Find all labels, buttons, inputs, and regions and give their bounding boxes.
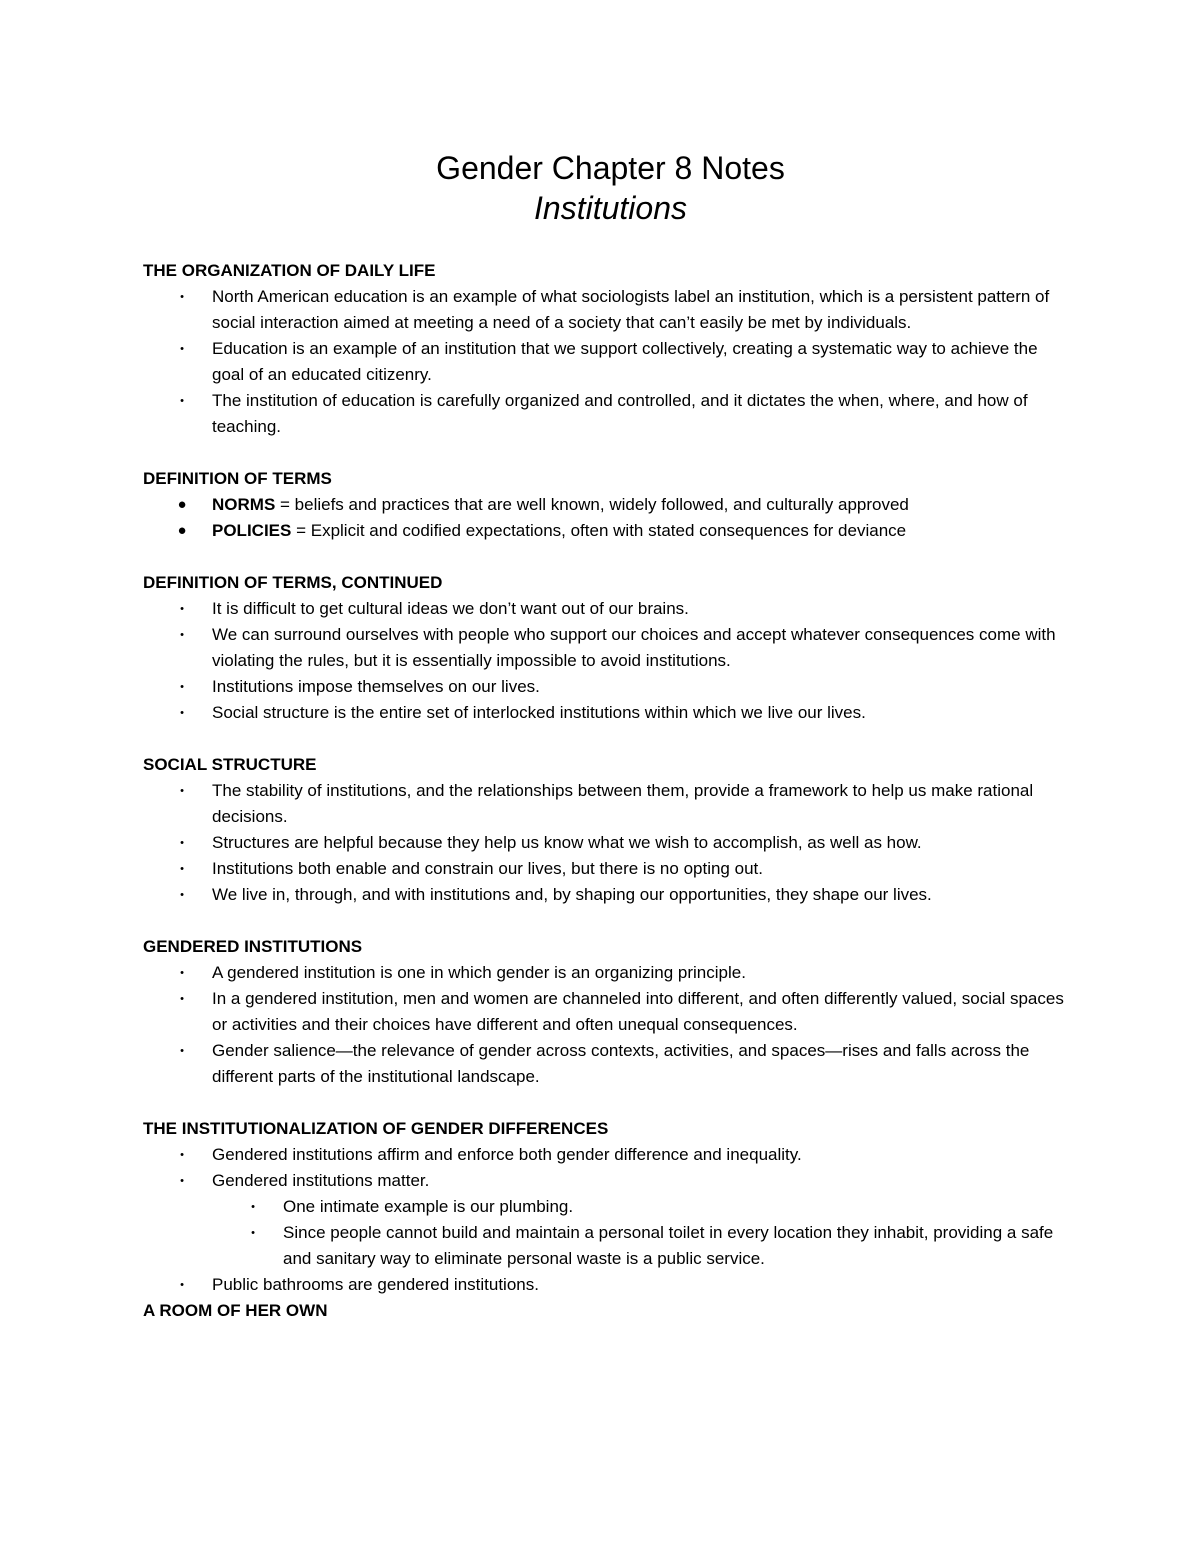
list-item: [143, 622, 1073, 674]
bullet-icon: •: [180, 889, 184, 901]
bullet-icon: •: [251, 1201, 255, 1213]
list-item: [143, 1272, 1073, 1298]
term-label: POLICIES: [212, 521, 292, 540]
bullet-icon: •: [180, 681, 184, 693]
list-item-text: Social structure is the entire set of interlocked institutions within which we live our lives.: [212, 703, 866, 722]
list-item: [143, 986, 1073, 1038]
bullet-icon: •: [180, 1045, 184, 1057]
bullet-icon: •: [180, 395, 184, 407]
list-item: [143, 518, 1073, 544]
bullet-list: [143, 778, 1073, 908]
bullet-icon: ●: [177, 522, 187, 539]
bullet-icon: •: [180, 785, 184, 797]
list-item-text: Education is an example of an institution that we support collectively, creating a systematic way to achieve the goal of an educated citizenry.: [212, 339, 1038, 384]
bullet-icon: •: [180, 343, 184, 355]
term-label: NORMS: [212, 495, 276, 514]
section-definition-of-terms-continued: [143, 570, 1073, 726]
list-item: [143, 674, 1073, 700]
list-item-text: Gendered institutions matter.: [212, 1171, 430, 1190]
bullet-list: [143, 960, 1073, 1090]
bullet-icon: •: [251, 1227, 255, 1239]
list-item-text: It is difficult to get cultural ideas we don’t want out of our brains.: [212, 599, 689, 618]
sub-list-item: [143, 1220, 1073, 1272]
document-page: [143, 148, 1073, 1350]
section-heading: GENDERED INSTITUTIONS: [143, 937, 363, 956]
bullet-icon: •: [180, 629, 184, 641]
list-item-text: Gender salience—the relevance of gender across contexts, activities, and spaces—rises and falls across the different parts of the institutional landscape.: [212, 1041, 1030, 1086]
bullet-icon: •: [180, 1149, 184, 1161]
list-item: [143, 1142, 1073, 1168]
list-item: [143, 778, 1073, 830]
bullet-list: [143, 596, 1073, 726]
list-item: [143, 830, 1073, 856]
list-item: [143, 960, 1073, 986]
list-item: [143, 336, 1073, 388]
list-item-text: Gendered institutions affirm and enforce both gender difference and inequality.: [212, 1145, 802, 1164]
section-definition-of-terms: [143, 466, 1073, 544]
bullet-list: [143, 1142, 1073, 1298]
section-heading: THE ORGANIZATION OF DAILY LIFE: [143, 261, 436, 280]
list-item-text: North American education is an example of what sociologists label an institution, which is a persistent pattern of social interaction aimed at meeting a need of a society that can’t easily be met by individuals.: [212, 287, 1050, 332]
list-item-text: The institution of education is carefully organized and controlled, and it dictates the when, where, and how of teaching.: [212, 391, 1028, 436]
list-item: [143, 1168, 1073, 1194]
section-gendered-institutions: [143, 934, 1073, 1090]
bullet-list: [143, 492, 1073, 544]
list-item-text: One intimate example is our plumbing.: [283, 1197, 574, 1216]
list-item: [143, 1038, 1073, 1090]
bullet-icon: •: [180, 603, 184, 615]
section-heading: A ROOM OF HER OWN: [143, 1301, 328, 1320]
list-item-text: In a gendered institution, men and women are channeled into different, and often differently valued, social spaces or activities and their choices have different and often unequal consequences.: [212, 989, 1064, 1034]
list-item-text: We can surround ourselves with people who support our choices and accept whatever consequences come with violating the rules, but it is essentially impossible to avoid institutions.: [212, 625, 1056, 670]
list-item-text: Institutions both enable and constrain our lives, but there is no opting out.: [212, 859, 763, 878]
section-organization-of-daily-life: [143, 258, 1073, 440]
bullet-icon: •: [180, 967, 184, 979]
section-room-of-her-own: [143, 1298, 1073, 1324]
section-social-structure: [143, 752, 1073, 908]
bullet-icon: •: [180, 837, 184, 849]
list-item-text: The stability of institutions, and the relationships between them, provide a framework to help us make rational decisions.: [212, 781, 1034, 826]
list-item-text: Structures are helpful because they help us know what we wish to accomplish, as well as how.: [212, 833, 922, 852]
document-title: Gender Chapter 8 Notes: [436, 150, 785, 186]
bullet-icon: •: [180, 993, 184, 1005]
list-item: [143, 856, 1073, 882]
bullet-icon: •: [180, 291, 184, 303]
list-item: [143, 284, 1073, 336]
bullet-icon: •: [180, 1279, 184, 1291]
term-definition: = beliefs and practices that are well known, widely followed, and culturally approved: [275, 495, 909, 514]
section-heading: DEFINITION OF TERMS, CONTINUED: [143, 573, 443, 592]
document-subtitle: Institutions: [534, 190, 687, 226]
bullet-icon: •: [180, 863, 184, 875]
list-item-text: A gendered institution is one in which gender is an organizing principle.: [212, 963, 746, 982]
section-heading: SOCIAL STRUCTURE: [143, 755, 317, 774]
list-item: [143, 882, 1073, 908]
list-item: [143, 596, 1073, 622]
list-item-text: Institutions impose themselves on our lives.: [212, 677, 540, 696]
bullet-list: [143, 284, 1073, 440]
section-heading: DEFINITION OF TERMS: [143, 469, 332, 488]
bullet-icon: •: [180, 707, 184, 719]
section-heading: THE INSTITUTIONALIZATION OF GENDER DIFFERENCES: [143, 1119, 609, 1138]
term-definition: = Explicit and codified expectations, often with stated consequences for deviance: [291, 521, 907, 540]
bullet-icon: ●: [177, 496, 187, 513]
bullet-icon: •: [180, 1175, 184, 1187]
list-item: [143, 388, 1073, 440]
list-item-text: Since people cannot build and maintain a personal toilet in every location they inhabit, providing a safe and sanitary way to eliminate personal waste is a public service.: [283, 1223, 1054, 1268]
list-item-text: We live in, through, and with institutions and, by shaping our opportunities, they shape our lives.: [212, 885, 932, 904]
sub-list-item: [143, 1194, 1073, 1220]
list-item: [143, 492, 1073, 518]
section-institutionalization-of-gender-differences: [143, 1116, 1073, 1298]
list-item-text: Public bathrooms are gendered institutions.: [212, 1275, 539, 1294]
list-item: [143, 700, 1073, 726]
